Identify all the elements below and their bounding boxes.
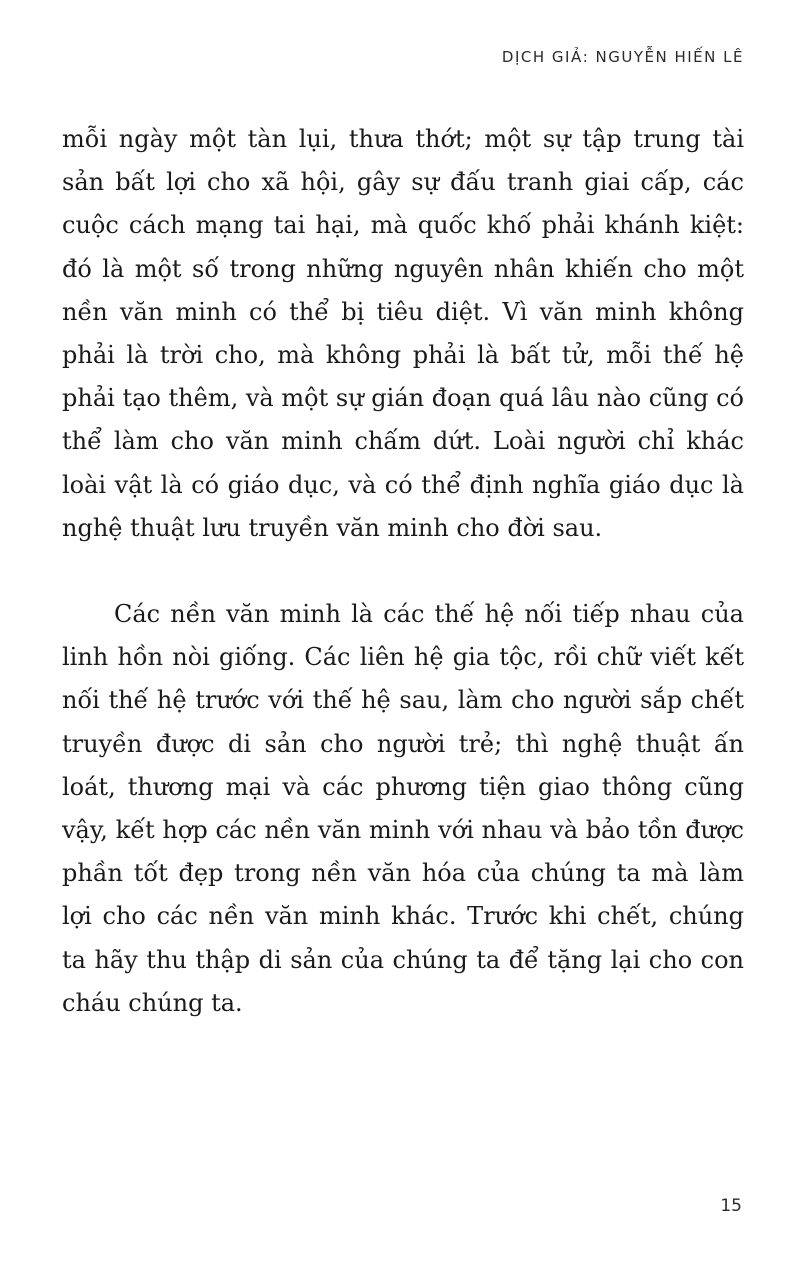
page-number: 15 — [720, 1196, 742, 1216]
paragraph-2: Các nền văn minh là các thế hệ nối tiếp nhau của linh hồn nòi giống. Các liên hệ gia tộc, rồi chữ viết kết nối thế hệ trước với thế hệ sau, làm cho người sắp chết truyền được di sản cho người trẻ; thì nghệ thuật ấn loát, thương mại và các phương tiện giao thông cũng vậy, kết hợp các nền văn minh với nhau và bảo tồn được phần tốt đẹp trong nền văn hóa của chúng ta mà làm lợi cho các nền văn minh khác. Trước khi chết, chúng ta hãy thu thập di sản của chúng ta để tặng lại cho con cháu chúng ta. — [62, 600, 744, 1017]
paragraph-1: mỗi ngày một tàn lụi, thưa thớt; một sự tập trung tài sản bất lợi cho xã hội, gây sự đấu tranh giai cấp, các cuộc cách mạng tai hại, mà quốc khố phải khánh kiệt: đó là một số trong những nguyên nhân khiến cho một nền văn minh có thể bị tiêu diệt. Vì văn minh không phải là trời cho, mà không phải là bất tử, mỗi thế hệ phải tạo thêm, và một sự gián đoạn quá lâu nào cũng có thể làm cho văn minh chấm dứt. Loài người chỉ khác loài vật là có giáo dục, và có thể định nghĩa giáo dục là nghệ thuật lưu truyền văn minh cho đời sau. — [62, 125, 744, 542]
body-text — [62, 118, 744, 1025]
running-header: DỊCH GIẢ: NGUYỄN HIẾN LÊ — [501, 48, 744, 66]
